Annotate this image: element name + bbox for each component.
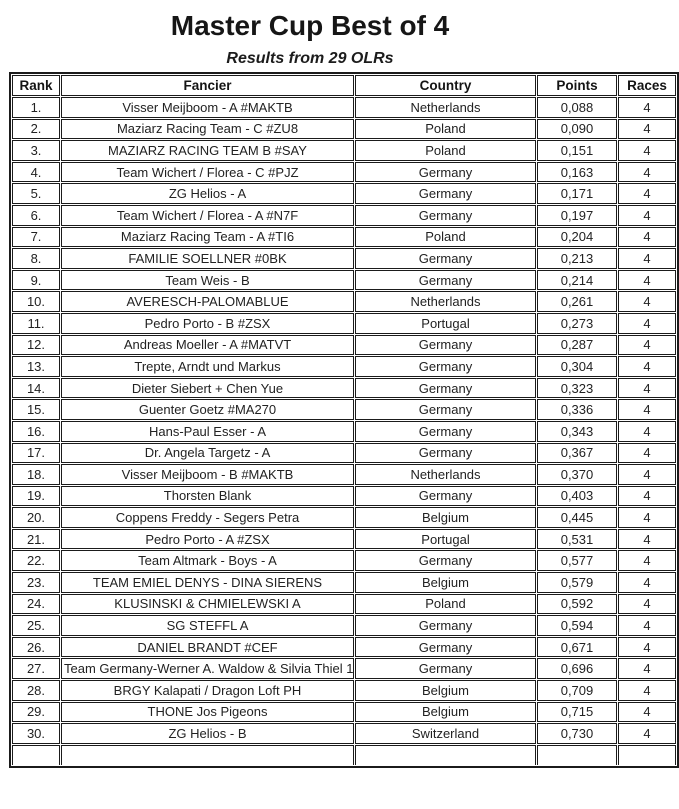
points-cell: 0,671 xyxy=(537,637,617,658)
table-row xyxy=(12,615,676,636)
fancier-cell: ZG Helios - B xyxy=(61,723,354,744)
table-row xyxy=(12,637,676,658)
table-row xyxy=(12,356,676,377)
points-cell: 0,592 xyxy=(537,594,617,615)
table-row xyxy=(12,594,676,615)
rank-cell: 10. xyxy=(12,291,60,312)
fancier-cell: SG STEFFL A xyxy=(61,615,354,636)
fancier-cell: Andreas Moeller - A #MATVT xyxy=(61,335,354,356)
points-cell: 0,151 xyxy=(537,140,617,161)
races-cell: 4 xyxy=(618,637,676,658)
header-row xyxy=(12,75,676,96)
points-cell: 0,197 xyxy=(537,205,617,226)
fancier-cell: MAZIARZ RACING TEAM B #SAY xyxy=(61,140,354,161)
fancier-cell: BRGY Kalapati / Dragon Loft PH xyxy=(61,680,354,701)
points-cell: 0,171 xyxy=(537,183,617,204)
page-title: Master Cup Best of 4 xyxy=(170,10,450,41)
table-row xyxy=(12,335,676,356)
rank-cell: 22. xyxy=(12,550,60,571)
points-cell: 0,370 xyxy=(537,464,617,485)
country-cell: Netherlands xyxy=(355,291,536,312)
table-header xyxy=(12,75,676,96)
fancier-cell: TEAM EMIEL DENYS - DINA SIERENS xyxy=(61,572,354,593)
rank-cell: 24. xyxy=(12,594,60,615)
table-row xyxy=(12,529,676,550)
fancier-cell: KLUSINSKI & CHMIELEWSKI A xyxy=(61,594,354,615)
table-row xyxy=(12,97,676,118)
rank-cell: 12. xyxy=(12,335,60,356)
table-row xyxy=(12,291,676,312)
races-cell: 4 xyxy=(618,702,676,723)
races-cell: 4 xyxy=(618,183,676,204)
races-cell: 4 xyxy=(618,486,676,507)
races-cell: 4 xyxy=(618,464,676,485)
races-cell: 4 xyxy=(618,356,676,377)
table-row xyxy=(12,227,676,248)
points-cell: 0,213 xyxy=(537,248,617,269)
races-cell: 4 xyxy=(618,140,676,161)
points-cell: 0,204 xyxy=(537,227,617,248)
points-cell: 0,403 xyxy=(537,486,617,507)
table-row xyxy=(12,723,676,744)
fancier-cell: Pedro Porto - A #ZSX xyxy=(61,529,354,550)
country-cell: Germany xyxy=(355,183,536,204)
races-cell: 4 xyxy=(618,378,676,399)
rank-cell: 30. xyxy=(12,723,60,744)
points-cell: 0,531 xyxy=(537,529,617,550)
races-cell: 4 xyxy=(618,723,676,744)
races-cell: 4 xyxy=(618,248,676,269)
table-row xyxy=(12,140,676,161)
points-cell: 0,367 xyxy=(537,443,617,464)
country-cell: Germany xyxy=(355,378,536,399)
table-row xyxy=(12,421,676,442)
rank-cell: 9. xyxy=(12,270,60,291)
rank-cell: 8. xyxy=(12,248,60,269)
fancier-cell: Dr. Angela Targetz - A xyxy=(61,443,354,464)
country-cell: Germany xyxy=(355,270,536,291)
points-cell: 0,088 xyxy=(537,97,617,118)
column-header-points: Points xyxy=(537,75,617,96)
points-cell: 0,273 xyxy=(537,313,617,334)
races-cell: 4 xyxy=(618,421,676,442)
table-row xyxy=(12,443,676,464)
table-row xyxy=(12,205,676,226)
points-cell: 0,163 xyxy=(537,162,617,183)
points-cell: 0,336 xyxy=(537,399,617,420)
rank-cell: 14. xyxy=(12,378,60,399)
country-cell: Germany xyxy=(355,205,536,226)
table-row xyxy=(12,313,676,334)
country-cell xyxy=(355,745,536,766)
column-header-fancier: Fancier xyxy=(61,75,354,96)
country-cell: Germany xyxy=(355,248,536,269)
rank-cell xyxy=(12,745,60,766)
rank-cell: 15. xyxy=(12,399,60,420)
country-cell: Netherlands xyxy=(355,464,536,485)
rank-cell: 21. xyxy=(12,529,60,550)
fancier-cell: Team Wichert / Florea - C #PJZ xyxy=(61,162,354,183)
races-cell: 4 xyxy=(618,443,676,464)
column-header-country: Country xyxy=(355,75,536,96)
races-cell: 4 xyxy=(618,529,676,550)
results-table xyxy=(9,72,679,768)
points-cell: 0,090 xyxy=(537,119,617,140)
country-cell: Poland xyxy=(355,119,536,140)
races-cell: 4 xyxy=(618,313,676,334)
fancier-cell: ZG Helios - A xyxy=(61,183,354,204)
races-cell: 4 xyxy=(618,97,676,118)
points-cell: 0,730 xyxy=(537,723,617,744)
rank-cell: 1. xyxy=(12,97,60,118)
country-cell: Portugal xyxy=(355,529,536,550)
table-row-partial xyxy=(12,745,676,766)
table-row xyxy=(12,702,676,723)
points-cell: 0,715 xyxy=(537,702,617,723)
points-cell: 0,343 xyxy=(537,421,617,442)
rank-cell: 23. xyxy=(12,572,60,593)
rank-cell: 6. xyxy=(12,205,60,226)
fancier-cell: Maziarz Racing Team - A #TI6 xyxy=(61,227,354,248)
fancier-cell: Visser Meijboom - B #MAKTB xyxy=(61,464,354,485)
table-row xyxy=(12,270,676,291)
country-cell: Germany xyxy=(355,162,536,183)
fancier-cell: Maziarz Racing Team - C #ZU8 xyxy=(61,119,354,140)
rank-cell: 17. xyxy=(12,443,60,464)
country-cell: Belgium xyxy=(355,702,536,723)
country-cell: Poland xyxy=(355,594,536,615)
country-cell: Poland xyxy=(355,140,536,161)
table-row xyxy=(12,248,676,269)
page-subtitle: Results from 29 OLRs xyxy=(226,50,394,67)
country-cell: Germany xyxy=(355,443,536,464)
points-cell: 0,696 xyxy=(537,658,617,679)
table-row xyxy=(12,399,676,420)
rank-cell: 20. xyxy=(12,507,60,528)
rank-cell: 25. xyxy=(12,615,60,636)
fancier-cell: THONE Jos Pigeons xyxy=(61,702,354,723)
country-cell: Belgium xyxy=(355,572,536,593)
points-cell: 0,594 xyxy=(537,615,617,636)
table-row xyxy=(12,183,676,204)
fancier-cell: FAMILIE SOELLNER #0BK xyxy=(61,248,354,269)
fancier-cell: Team Weis - B xyxy=(61,270,354,291)
country-cell: Germany xyxy=(355,615,536,636)
races-cell: 4 xyxy=(618,205,676,226)
fancier-cell: Team Wichert / Florea - A #N7F xyxy=(61,205,354,226)
rank-cell: 13. xyxy=(12,356,60,377)
table-row xyxy=(12,572,676,593)
rank-cell: 18. xyxy=(12,464,60,485)
fancier-cell: AVERESCH-PALOMABLUE xyxy=(61,291,354,312)
table-row xyxy=(12,507,676,528)
country-cell: Belgium xyxy=(355,507,536,528)
fancier-cell: Hans-Paul Esser - A xyxy=(61,421,354,442)
rank-cell: 7. xyxy=(12,227,60,248)
fancier-cell: Visser Meijboom - A #MAKTB xyxy=(61,97,354,118)
country-cell: Germany xyxy=(355,550,536,571)
races-cell: 4 xyxy=(618,680,676,701)
races-cell: 4 xyxy=(618,162,676,183)
fancier-cell: DANIEL BRANDT #CEF xyxy=(61,637,354,658)
country-cell: Germany xyxy=(355,658,536,679)
rank-cell: 4. xyxy=(12,162,60,183)
column-header-races: Races xyxy=(618,75,676,96)
country-cell: Germany xyxy=(355,486,536,507)
fancier-cell: Pedro Porto - B #ZSX xyxy=(61,313,354,334)
country-cell: Poland xyxy=(355,227,536,248)
rank-cell: 28. xyxy=(12,680,60,701)
races-cell: 4 xyxy=(618,615,676,636)
fancier-cell: Coppens Freddy - Segers Petra xyxy=(61,507,354,528)
points-cell: 0,445 xyxy=(537,507,617,528)
races-cell: 4 xyxy=(618,270,676,291)
table-row xyxy=(12,464,676,485)
points-cell: 0,214 xyxy=(537,270,617,291)
table-row xyxy=(12,680,676,701)
fancier-cell: Trepte, Arndt und Markus xyxy=(61,356,354,377)
races-cell: 4 xyxy=(618,291,676,312)
table-row xyxy=(12,658,676,679)
country-cell: Germany xyxy=(355,335,536,356)
fancier-cell xyxy=(61,745,354,766)
table-body xyxy=(12,97,676,765)
country-cell: Germany xyxy=(355,637,536,658)
rank-cell: 3. xyxy=(12,140,60,161)
fancier-cell: Guenter Goetz #MA270 xyxy=(61,399,354,420)
rank-cell: 16. xyxy=(12,421,60,442)
rank-cell: 27. xyxy=(12,658,60,679)
rank-cell: 11. xyxy=(12,313,60,334)
races-cell xyxy=(618,745,676,766)
races-cell: 4 xyxy=(618,572,676,593)
points-cell: 0,709 xyxy=(537,680,617,701)
points-cell: 0,287 xyxy=(537,335,617,356)
table-row xyxy=(12,119,676,140)
fancier-cell: Team Altmark - Boys - A xyxy=(61,550,354,571)
title-block xyxy=(0,10,620,68)
races-cell: 4 xyxy=(618,399,676,420)
rank-cell: 26. xyxy=(12,637,60,658)
table-row xyxy=(12,550,676,571)
country-cell: Germany xyxy=(355,356,536,377)
rank-cell: 2. xyxy=(12,119,60,140)
points-cell: 0,323 xyxy=(537,378,617,399)
rank-cell: 29. xyxy=(12,702,60,723)
rank-cell: 19. xyxy=(12,486,60,507)
races-cell: 4 xyxy=(618,227,676,248)
races-cell: 4 xyxy=(618,335,676,356)
country-cell: Switzerland xyxy=(355,723,536,744)
races-cell: 4 xyxy=(618,658,676,679)
fancier-cell: Team Germany-Werner A. Waldow & Silvia Thiel 1 xyxy=(61,658,354,679)
races-cell: 4 xyxy=(618,550,676,571)
races-cell: 4 xyxy=(618,507,676,528)
points-cell: 0,261 xyxy=(537,291,617,312)
points-cell xyxy=(537,745,617,766)
fancier-cell: Dieter Siebert + Chen Yue xyxy=(61,378,354,399)
country-cell: Netherlands xyxy=(355,97,536,118)
fancier-cell: Thorsten Blank xyxy=(61,486,354,507)
rank-cell: 5. xyxy=(12,183,60,204)
points-cell: 0,304 xyxy=(537,356,617,377)
races-cell: 4 xyxy=(618,119,676,140)
points-cell: 0,579 xyxy=(537,572,617,593)
points-cell: 0,577 xyxy=(537,550,617,571)
country-cell: Germany xyxy=(355,421,536,442)
country-cell: Germany xyxy=(355,399,536,420)
country-cell: Belgium xyxy=(355,680,536,701)
column-header-rank: Rank xyxy=(12,75,60,96)
races-cell: 4 xyxy=(618,594,676,615)
country-cell: Portugal xyxy=(355,313,536,334)
table-row xyxy=(12,486,676,507)
table-row xyxy=(12,378,676,399)
table-row xyxy=(12,162,676,183)
